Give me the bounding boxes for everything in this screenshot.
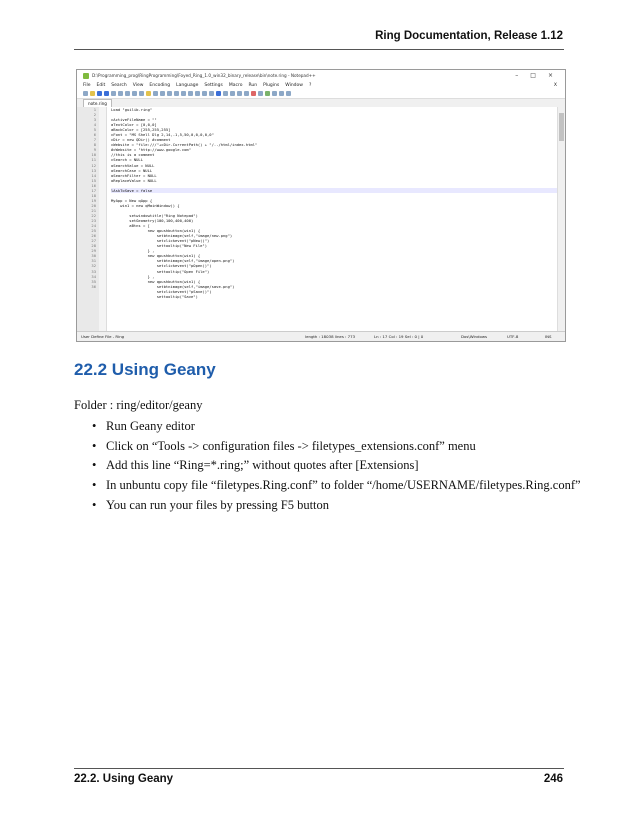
line-number: 25 [91,228,96,234]
code-line: setbtnimage(self,"image/open.png") [111,258,235,264]
line-number: 28 [91,243,96,249]
close-icon: × [547,72,553,79]
code-line: setbtnimage(self,"image/save.png") [111,283,235,289]
code-line: lAskToSave = false [111,188,557,193]
status-bar [77,331,565,341]
menu-language: Language [176,82,199,88]
menu-edit: Edit [96,82,106,88]
code-line: setwindowtitle("Ring Notepad") [111,212,198,218]
code-line: aBtns = [ [111,223,150,229]
menu-encoding: Encoding [149,82,171,88]
code-line: //this is a comment [111,152,155,158]
close-file-icon [111,91,116,96]
save-all-icon [104,91,109,96]
scroll-thumb [559,113,564,141]
line-number: 32 [91,263,96,269]
stop-macro-icon [258,91,263,96]
line-number: 36 [91,283,96,289]
code-line: } , [111,273,155,279]
code-line: setclickevent("pNew()") [111,238,210,244]
status-position: Ln : 17 Col : 19 Sel : 0 | 0 [374,334,424,339]
code-line: #cWebsite = "http://www.google.com" [111,147,192,153]
tab-note-ring: note.ring [83,99,112,107]
code-line: } , [111,248,155,254]
line-number: 3 [93,117,96,123]
line-number: 16 [91,182,96,188]
notepad-app-icon [83,73,89,79]
line-number: 9 [93,147,96,153]
menu-view: View [132,82,144,88]
code-line: setclickevent("pOpen()") [111,263,212,269]
code-line: oSearchFilter = NULL [111,172,157,178]
lang-icon [223,91,228,96]
line-number-gutter [77,107,99,332]
list-item-text: You can run your files by pressing F5 button [106,497,330,512]
indent-guide-icon [216,91,221,96]
list-item [92,417,581,437]
line-number: 17 [91,187,96,193]
line-number: 29 [91,248,96,254]
page-number: 246 [543,773,563,785]
toolbar [77,89,565,99]
line-number: 10 [91,152,96,158]
list-item [92,456,581,476]
line-number: 12 [91,162,96,168]
line-number: 20 [91,202,96,208]
line-number: 21 [91,207,96,213]
code-line: new qpushbutton(win1) { [111,278,201,284]
status-length: length : 18038 lines : 773 [305,334,356,339]
zoom-in-icon [181,91,186,96]
header-rule [74,49,564,50]
status-encoding: UTF-8 [507,334,519,339]
notepad-screenshot [76,69,566,342]
document-close-icon: X [553,82,557,88]
line-number: 14 [91,172,96,178]
fold-margin [99,107,107,332]
footer-rule [74,768,564,769]
cut-icon [132,91,137,96]
extra-tool-icon [286,91,291,96]
code-line: oSearchCase = NULL [111,167,153,173]
line-number: 34 [91,273,96,279]
editor-area [77,107,565,332]
line-number: 2 [93,112,96,118]
line-number: 7 [93,137,96,143]
find-icon [167,91,172,96]
replace-icon [174,91,179,96]
list-item-text: In unbuntu copy file “filetypes.Ring.conf” to folder “/home/USERNAME/filetypes.Ring.conf” [106,478,581,493]
list-item [92,437,581,457]
code-line: settooltip("New File") [111,243,208,249]
menu-settings: Settings [204,82,223,88]
line-number: 23 [91,218,96,224]
section-title: 22.2 Using Geany [74,360,216,379]
status-eol: Dos\Windows [461,334,488,339]
code-line: setbtnimage(self,"image/new.png") [111,233,233,239]
list-item [92,496,581,516]
list-item-text: Click on “Tools -> configuration files -> filetypes_extensions.conf” menu [106,438,476,453]
save-icon [97,91,102,96]
bullet-icon: • [92,458,97,473]
code-line: Load "guilib.ring" [111,107,153,112]
show-all-chars-icon [209,91,214,96]
line-number: 24 [91,223,96,229]
vertical-scrollbar [557,107,565,332]
code-line: setclickevent("pSave()") [111,288,212,294]
code-line: cSearch = NULL [111,157,144,163]
line-number: 30 [91,253,96,259]
zoom-out-icon [188,91,193,96]
code-line: oReplaceValue = NULL [111,177,157,183]
minimize-icon: – [515,72,519,79]
menu-run: Run [248,82,258,88]
code-line: oSearchValue = NULL [111,162,155,168]
bullet-icon: • [92,438,97,453]
list-item-text: Add this line “Ring=*.ring;” without quotes after [Extensions] [106,458,419,473]
paste-icon [146,91,151,96]
code-line: aBackColor = [255,255,255] [111,127,171,133]
window-titlebar [77,70,565,81]
menu-macro: Macro [228,82,243,88]
folder-line: Folder : ring/editor/geany [74,398,203,412]
menu-file: File [83,82,91,88]
menu-help: ? [308,82,312,88]
status-mode: INS [545,334,552,339]
line-number: 33 [91,268,96,274]
play-multiple-icon [272,91,277,96]
line-number: 22 [91,212,96,218]
line-number: 15 [91,177,96,183]
window-title: D:\Programming_prog\RingProgramming\Foyed_Ring_1.0_win32_binary_release\bin\note.ring - Notepad++ [92,73,316,78]
code-line: cActiveFileName = "" [111,117,157,123]
line-number: 18 [91,192,96,198]
line-number: 13 [91,167,96,173]
line-number: 26 [91,233,96,239]
folder-workspace-icon [244,91,249,96]
menu-bar [77,81,565,89]
play-macro-icon [265,91,270,96]
code-line: new qpushbutton(win1) { [111,228,201,234]
tab-bar [77,99,565,107]
running-header: Ring Documentation, Release 1.12 [375,30,563,42]
close-all-icon [118,91,123,96]
line-number: 35 [91,278,96,284]
function-list-icon [237,91,242,96]
code-line: aTextColor = [0,0,0] [111,122,157,128]
line-number: 8 [93,142,96,148]
status-filetype: User Define File - Ring [81,334,125,339]
record-macro-icon [251,91,256,96]
code-line: MyApp = New qApp { [111,197,153,203]
bullet-icon: • [92,497,97,512]
redo-icon [160,91,165,96]
list-item-text: Run Geany editor [106,419,195,433]
code-line: cDir = new QDir() #comment [111,137,171,143]
list-item [92,476,581,496]
code-line: new qpushbutton(win1) { [111,253,201,259]
line-number: 5 [93,127,96,133]
line-number: 31 [91,258,96,264]
line-number: 1 [93,107,96,112]
line-number: 19 [91,197,96,203]
code-line: cWebsite = "file:///"+cDir.CurrentPath() + "/../html/index.html" [111,142,258,148]
new-file-icon [83,91,88,96]
bullet-icon: • [92,478,97,493]
line-number: 6 [93,132,96,138]
maximize-icon: □ [530,72,536,79]
footer-section: 22.2. Using Geany [74,773,174,785]
sync-scroll-icon [195,91,200,96]
menu-window: Window [285,82,303,88]
print-icon [125,91,130,96]
menu-plugins: Plugins [263,82,280,88]
code-line: cFont = "MS Shell Dlg 2,14,-1,5,50,0,0,0,0,0" [111,132,214,138]
window-controls [515,72,565,79]
bullet-icon: • [92,419,97,433]
wrap-icon [202,91,207,96]
save-macro-icon [279,91,284,96]
line-number: 11 [91,157,96,163]
undo-icon [153,91,158,96]
line-number: 4 [93,122,96,128]
code-line: settooltip("Save") [111,293,198,299]
code-view [107,107,557,332]
line-number: 27 [91,238,96,244]
doc-map-icon [230,91,235,96]
copy-icon [139,91,144,96]
code-line: setGeometry(100,100,400,400) [111,218,194,224]
code-line: settooltip("Open File") [111,268,210,274]
open-file-icon [90,91,95,96]
menu-search: Search [111,82,127,88]
instruction-list [92,417,581,515]
code-line: win1 = new qMainWindow() { [111,202,180,208]
